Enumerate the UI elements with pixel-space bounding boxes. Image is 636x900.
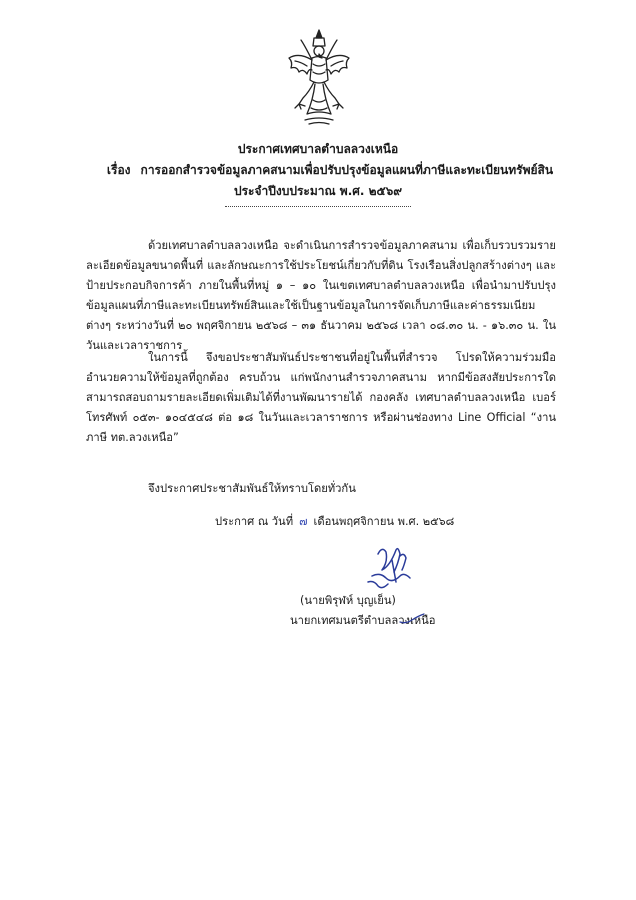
- signatory-title: นายกเทศมนตรีตำบลลวงเหนือ: [290, 614, 436, 627]
- dotted-divider: [225, 206, 411, 207]
- handwritten-tick-mark: [398, 612, 426, 626]
- closing-statement: จึงประกาศประชาสัมพันธ์ให้ทราบโดยทั่วกัน: [148, 482, 356, 495]
- signatory-name: (นายพิรุฬห์ บุญเย็น): [300, 594, 396, 607]
- handwritten-signature: [330, 542, 450, 594]
- subject-label: เรื่อง: [106, 163, 131, 177]
- date-suffix: เดือนพฤศจิกายน พ.ศ. ๒๕๖๘: [313, 515, 455, 528]
- body-paragraph-2: [86, 348, 556, 448]
- subject-line: [12, 161, 636, 180]
- body-paragraph-1: [86, 236, 556, 356]
- paragraph-1-text: ด้วยเทศบาลตำบลลวงเหนือ จะดำเนินการสำรวจข้อมูลภาคสนาม เพื่อเก็บรวบรวมรายละเอียดข้อมูลขนาดพื้นที่ และลักษณะการใช้ประโยชน์เกี่ยวกับที่ดิน โรงเรือนสิ่งปลูกสร้างต่างๆ และป้ายประกอบกิจการค้า ภายในพื้นที่หมู่ ๑ – ๑๐ ในเขตเทศบาลตำบลลวงเหนือ เพื่อนำมาปรับปรุงข้อมูลแผนที่ภาษีและทะเบียนทรัพย์สินและใช้เป็นฐานข้อมูลในการจัดเก็บภาษีและค่าธรรมเนียมต่างๆ ระหว่างวันที่ ๒๐ พฤศจิกายน ๒๕๖๘ – ๓๑ ธันวาคม ๒๕๖๘ เวลา ๐๘.๓๐ น. - ๑๖.๓๐ น. ในวันและเวลาราชการ: [86, 239, 556, 352]
- date-day: ๗: [299, 515, 308, 528]
- announcement-title: ประกาศเทศบาลตำบลลวงเหนือ: [237, 142, 399, 156]
- subject-text: การออกสำรวจข้อมูลภาคสนามเพื่อปรับปรุงข้อมูลแผนที่ภาษีและทะเบียนทรัพย์สิน: [140, 163, 554, 177]
- garuda-emblem-icon: [283, 28, 355, 128]
- paragraph-2-text: ในการนี้ จึงขอประชาสัมพันธ์ประชาชนที่อยู่ในพื้นที่สำรวจ โปรดให้ความร่วมมืออำนวยความให้ข้อมูลที่ถูกต้อง ครบถ้วน แก่พนักงานสำรวจภาคสนาม หากมีข้อสงสัยประการใดสามารถสอบถามรายละเอียดเพิ่มเติมได้ที่งานพัฒนารายได้ กองคลัง เทศบาลตำบลลวงเหนือ เบอร์โทรศัพท์ ๐๕๓- ๑๐๔๕๔๘ ต่อ ๑๘ ในวันและเวลาราชการ หรือผ่านช่องทาง Line Official “งานภาษี ทต.ลวงเหนือ”: [86, 351, 556, 444]
- announcement-date: [215, 512, 454, 532]
- date-prefix: ประกาศ ณ วันที่: [215, 515, 294, 528]
- fiscal-year-line: ประจำปีงบประมาณ พ.ศ. ๒๕๖๙: [233, 184, 403, 198]
